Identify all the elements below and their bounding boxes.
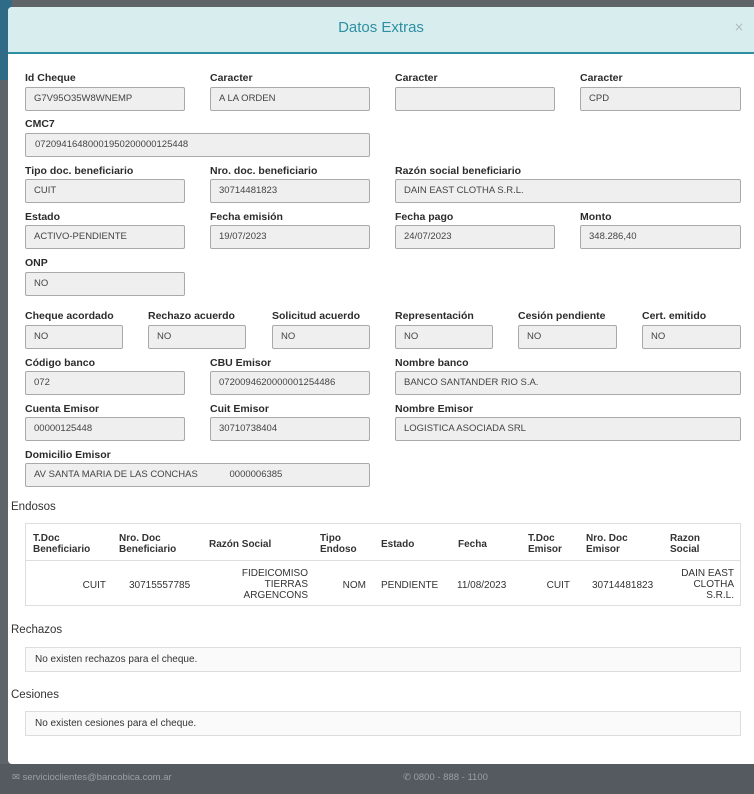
- cell-fecha: 11/08/2023: [457, 580, 507, 591]
- id-cheque-field: G7V95O35W8WNEMP: [25, 87, 185, 111]
- footer-phone: ✆ 0800 - 888 - 1100: [403, 772, 488, 783]
- table-row-divider: [26, 560, 740, 561]
- caracter-field-3: CPD: [580, 87, 741, 111]
- endosos-table: [25, 523, 741, 606]
- cmc7-label: CMC7: [25, 118, 55, 130]
- cell-razon-social-emisor: DAIN EAST CLOTHA S.R.L.: [681, 568, 734, 601]
- caracter-field-2: [395, 87, 555, 111]
- domicilio-emisor-field: AV SANTA MARIA DE LAS CONCHAS 0000006385: [25, 463, 370, 487]
- onp-field: NO: [25, 272, 185, 296]
- monto-label: Monto: [580, 211, 612, 223]
- razon-social-benef-field: DAIN EAST CLOTHA S.R.L.: [395, 179, 741, 203]
- cbu-emisor-label: CBU Emisor: [210, 357, 272, 369]
- caracter-label-1: Caracter: [210, 72, 253, 84]
- th-nro-doc-emisor: Nro. Doc Emisor: [586, 533, 628, 555]
- caracter-label-3: Caracter: [580, 72, 623, 84]
- cell-nro-doc-beneficiario: 30715557785: [129, 580, 191, 591]
- cell-nro-doc-emisor: 30714481823: [592, 580, 654, 591]
- th-tdoc-emisor: T.Doc Emisor: [528, 533, 562, 555]
- rechazos-title: Rechazos: [11, 624, 63, 636]
- nombre-banco-field: BANCO SANTANDER RIO S.A.: [395, 371, 741, 395]
- th-tipo-endoso: Tipo Endoso: [320, 533, 357, 555]
- caracter-label-2: Caracter: [395, 72, 438, 84]
- nro-doc-benef-field: 30714481823: [210, 179, 370, 203]
- rechazos-message: No existen rechazos para el cheque.: [25, 647, 741, 672]
- endosos-title: Endosos: [11, 501, 56, 513]
- cbu-emisor-field: 0720094620000001254486: [210, 371, 370, 395]
- cell-tipo-endoso: NOM: [342, 580, 366, 591]
- modal-header: [8, 7, 754, 54]
- representacion-label: Representación: [395, 310, 474, 322]
- estado-field: ACTIVO-PENDIENTE: [25, 225, 185, 249]
- th-fecha: Fecha: [458, 539, 487, 550]
- fecha-pago-label: Fecha pago: [395, 211, 454, 223]
- page-footer: [0, 764, 754, 794]
- cuit-emisor-label: Cuit Emisor: [210, 403, 269, 415]
- tipo-doc-benef-label: Tipo doc. beneficiario: [25, 165, 134, 177]
- cell-razon-social: FIDEICOMISO TIERRAS ARGENCONS: [241, 568, 308, 601]
- cuenta-emisor-field: 00000125448: [25, 417, 185, 441]
- codigo-banco-label: Código banco: [25, 357, 95, 369]
- onp-label: ONP: [25, 257, 48, 269]
- cheque-acordado-field: NO: [25, 325, 123, 349]
- nro-doc-benef-label: Nro. doc. beneficiario: [210, 165, 318, 177]
- cell-tdoc-emisor: CUIT: [546, 580, 570, 591]
- cert-emitido-field: NO: [642, 325, 741, 349]
- cmc7-field: 07209416480001950200000125448: [25, 133, 370, 157]
- cesiones-title: Cesiones: [11, 689, 59, 701]
- tipo-doc-benef-field: CUIT: [25, 179, 185, 203]
- cesion-pendiente-field: NO: [518, 325, 617, 349]
- cuenta-emisor-label: Cuenta Emisor: [25, 403, 100, 415]
- nombre-banco-label: Nombre banco: [395, 357, 469, 369]
- codigo-banco-field: 072: [25, 371, 185, 395]
- monto-field: 348.286,40: [580, 225, 741, 249]
- cesion-pendiente-label: Cesión pendiente: [518, 310, 606, 322]
- nombre-emisor-field: LOGISTICA ASOCIADA SRL: [395, 417, 741, 441]
- cell-tdoc-beneficiario: CUIT: [82, 580, 106, 591]
- fecha-emision-label: Fecha emisión: [210, 211, 283, 223]
- nombre-emisor-label: Nombre Emisor: [395, 403, 474, 415]
- representacion-field: NO: [395, 325, 493, 349]
- id-cheque-label: Id Cheque: [25, 72, 76, 84]
- datos-extras-modal: [8, 7, 754, 764]
- close-icon[interactable]: ×: [733, 20, 744, 34]
- fecha-pago-field: 24/07/2023: [395, 225, 555, 249]
- fecha-emision-field: 19/07/2023: [210, 225, 370, 249]
- th-razon-social: Razón Social: [209, 539, 272, 550]
- rechazo-acuerdo-field: NO: [148, 325, 246, 349]
- cuit-emisor-field: 30710738404: [210, 417, 370, 441]
- th-tdoc-beneficiario: T.Doc Beneficiario: [33, 533, 91, 555]
- solicitud-acuerdo-label: Solicitud acuerdo: [272, 310, 361, 322]
- domicilio-emisor-label: Domicilio Emisor: [25, 449, 111, 461]
- th-estado: Estado: [381, 539, 415, 550]
- th-razon-social-emisor: Razon Social: [670, 533, 700, 555]
- footer-email-link[interactable]: ✉ servicioclientes@bancobica.com.ar: [12, 772, 172, 783]
- rechazo-acuerdo-label: Rechazo acuerdo: [148, 310, 235, 322]
- cert-emitido-label: Cert. emitido: [642, 310, 707, 322]
- th-nro-doc-beneficiario: Nro. Doc Beneficiario: [119, 533, 177, 555]
- cheque-acordado-label: Cheque acordado: [25, 310, 114, 322]
- cell-estado: PENDIENTE: [381, 580, 439, 591]
- solicitud-acuerdo-field: NO: [272, 325, 370, 349]
- caracter-field-1: A LA ORDEN: [210, 87, 370, 111]
- cesiones-message: No existen cesiones para el cheque.: [25, 711, 741, 736]
- razon-social-benef-label: Razón social beneficiario: [395, 165, 522, 177]
- estado-label: Estado: [25, 211, 61, 223]
- modal-title: Datos Extras: [338, 19, 424, 36]
